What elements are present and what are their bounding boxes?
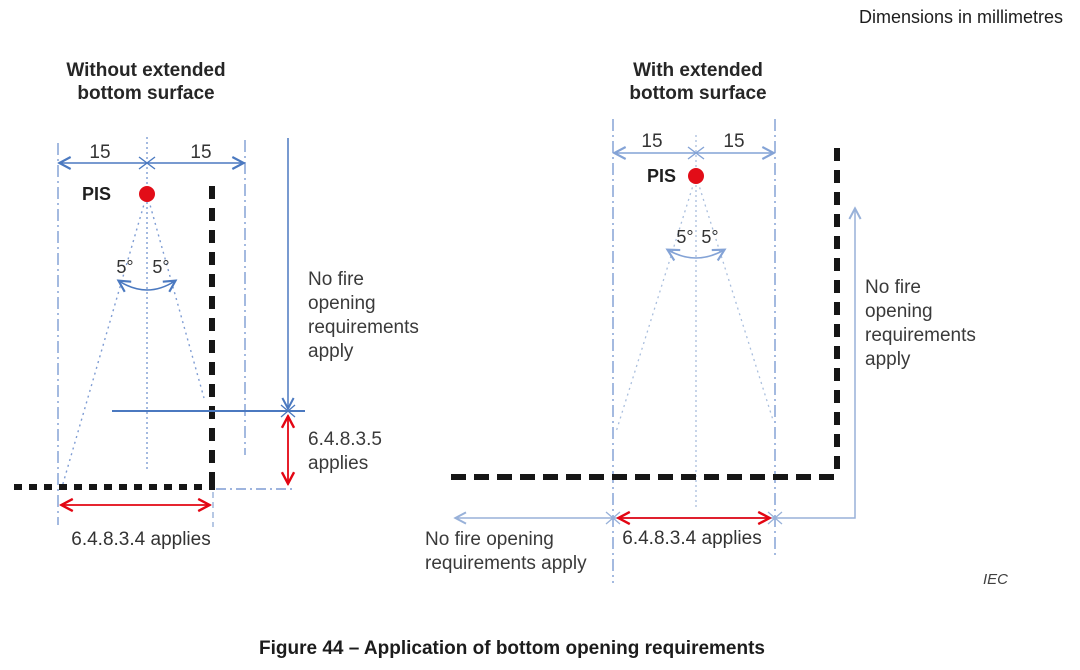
right-cone-line-left (616, 176, 696, 432)
left-pis-label: PIS (82, 184, 112, 204)
left-diagram-lines (14, 137, 305, 527)
rule-6-4-8-3-5-line2: applies (308, 453, 369, 474)
right-bottom-no-fire-note (425, 528, 587, 576)
left-dim-label-left: 15 (89, 142, 111, 163)
left-angle-label-left: 5° (116, 257, 134, 277)
dimensions-note: Dimensions in millimetres (858, 7, 1063, 27)
left-no-fire-note-line3: requirements (308, 317, 419, 338)
right-cone-line-right (696, 176, 773, 420)
right-no-fire-note (865, 276, 976, 372)
rule-6-4-8-3-5-note (308, 428, 382, 476)
left-angle-label-right: 5° (152, 257, 170, 277)
right-diagram-lines (451, 119, 855, 583)
left-no-fire-note (308, 268, 419, 364)
right-title-line2: bottom surface (629, 83, 767, 104)
right-bottom-note-line2: requirements apply (425, 553, 587, 574)
right-no-fire-note-line1: No fire (865, 277, 921, 298)
right-diagram-title (629, 59, 766, 105)
iec-label: IEC (983, 571, 1009, 588)
rule-6-4-8-3-5-line1: 6.4.8.3.5 (308, 429, 382, 450)
left-dim-label-right: 15 (190, 142, 212, 163)
right-title-line1: With extended (633, 60, 763, 81)
left-no-fire-note-line2: opening (308, 293, 376, 314)
right-leader-line (456, 209, 855, 518)
left-rule-6-4-8-3-4-note: 6.4.8.3.4 applies (71, 529, 211, 550)
left-cone-line-right (147, 194, 204, 398)
right-no-fire-note-line4: apply (865, 349, 911, 370)
right-dim-label-left: 15 (641, 131, 663, 152)
right-angle-label-right: 5° (701, 227, 719, 247)
pis-dot (139, 186, 155, 202)
right-angle-label-left: 5° (676, 227, 694, 247)
right-no-fire-note-line3: requirements (865, 325, 976, 346)
left-title-line2: bottom surface (77, 83, 215, 104)
right-dim-label-right: 15 (723, 131, 745, 152)
left-title-line1: Without extended (66, 60, 226, 81)
right-pis-label: PIS (647, 166, 677, 186)
left-no-fire-note-line1: No fire (308, 269, 364, 290)
right-bottom-note-line1: No fire opening (425, 529, 554, 550)
figure-caption: Figure 44 – Application of bottom opening requirements (259, 638, 765, 659)
left-cone-line-left (62, 194, 147, 487)
left-diagram-title (66, 59, 225, 105)
right-no-fire-note-line2: opening (865, 301, 933, 322)
pis-dot (688, 168, 704, 184)
right-rule-6-4-8-3-4-note: 6.4.8.3.4 applies (622, 528, 762, 549)
left-no-fire-note-line4: apply (308, 341, 354, 362)
